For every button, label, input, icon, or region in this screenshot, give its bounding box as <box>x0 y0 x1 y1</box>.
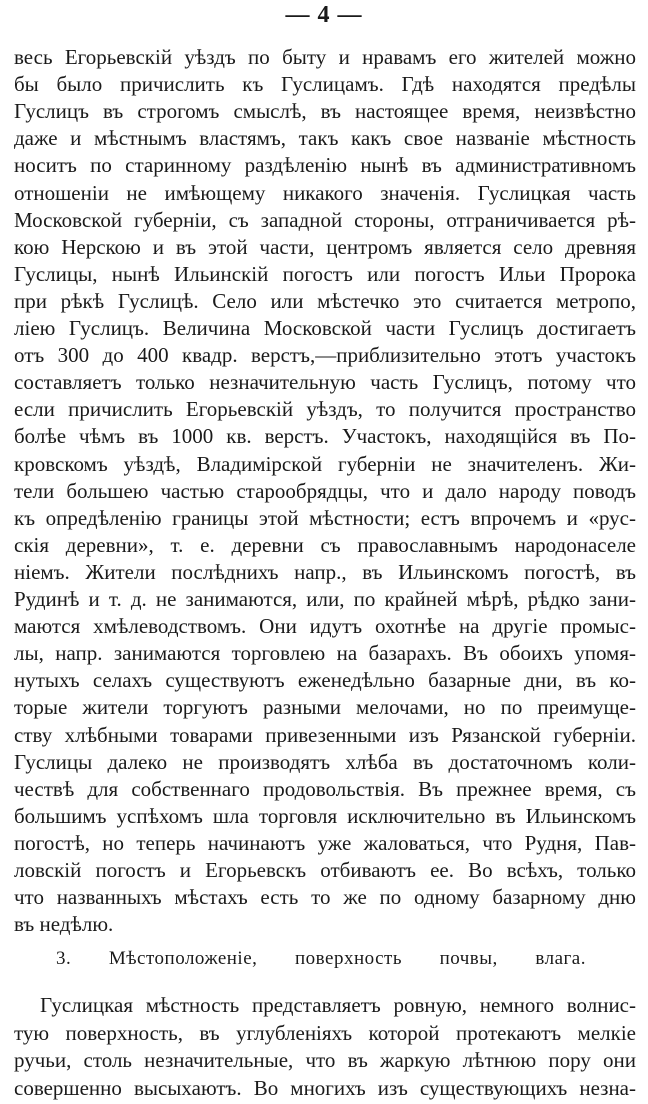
text-line: погостѣ, но теперь начинаютъ уже жаловаться, что Рудня, Пав- <box>14 830 636 855</box>
text-line: Гуслицы, нынѣ Ильинскій погостъ или погостъ Ильи Пророка <box>14 261 636 286</box>
text-line: маются хмѣлеводствомъ. Они идутъ охотнѣе на другіе промыс- <box>14 614 636 639</box>
text-line: носитъ по старинному раздѣленію нынѣ въ административномъ <box>14 153 636 178</box>
text-line: кою Нерскою и въ этой части, центромъ является село древняя <box>14 234 636 259</box>
text-line: скія деревни», т. е. деревни съ православнымъ народонаселе <box>14 532 636 557</box>
text-line: ніемъ. Жители послѣднихъ напр., въ Ильинскомъ погостѣ, въ <box>14 559 636 584</box>
text-line: кровскомъ уѣздѣ, Владимірской губерніи не значителенъ. Жи- <box>14 451 636 476</box>
text-line: Гуслицкая мѣстность представляетъ ровную, немного волнис- <box>40 993 636 1017</box>
text-line: весь Егорьевскій уѣздъ по быту и нравамъ его жителей можно <box>14 45 636 69</box>
text-line: отъ 300 до 400 квадр. верстъ,—приблизительно этотъ участокъ <box>14 343 636 368</box>
text-line: если причислить Егорьевскій уѣздъ, то получится пространство <box>14 397 636 422</box>
text-line: большимъ успѣхомъ шла торговля исключительно въ Ильинскомъ <box>14 803 636 828</box>
text-line: отношеніи не имѣющему никакого значенія. Гуслицкая часть <box>14 180 636 205</box>
text-line: ловскій погостъ и Егорьевскъ отбиваютъ ее. Во всѣхъ, только <box>14 858 636 882</box>
text-line: при рѣкѣ Гуслицѣ. Село или мѣстечко это считается метропо, <box>14 288 636 313</box>
text-line: тую поверхность, въ углубленіяхъ которой протекаютъ мелкіе <box>14 1020 636 1045</box>
text-line: лы, напр. занимаются торговлею на базарахъ. Въ обоихъ упомя- <box>14 641 636 666</box>
text-line: къ опредѣленію границы этой мѣстности; естъ впрочемъ и «рус- <box>14 505 636 530</box>
text-line: бы было причислить къ Гуслицамъ. Гдѣ находятся предѣлы <box>14 72 636 97</box>
section-heading: 3. Мѣстоположеніе, поверхность почвы, влага. <box>56 948 586 969</box>
text-line: Рудинѣ и т. д. не занимаются, или, по крайней мѣрѣ, рѣдко зани- <box>14 587 636 611</box>
text-line: тели большею частью старообрядцы, что и дало народу поводъ <box>14 478 636 503</box>
text-line: ручьи, столь незначительные, что въ жаркую лѣтнюю пору они <box>14 1048 636 1072</box>
text-line: Гуслицы далеко не производятъ хлѣба въ достаточномъ коли- <box>14 749 636 774</box>
text-line: въ недѣлю. <box>14 912 114 937</box>
text-line: составляетъ только незначительную часть Гуслицъ, потому что <box>14 370 636 395</box>
text-line: Гуслицъ въ строгомъ смыслѣ, въ настоящее время, неизвѣстно <box>14 99 636 124</box>
text-line: чествѣ для собственнаго продовольствія. Въ прежнее время, съ <box>14 776 636 801</box>
text-line: ліею Гуслицъ. Величина Московской части Гуслицъ достигаетъ <box>14 316 636 340</box>
text-line: даже и мѣстнымъ властямъ, такъ какъ свое названіе мѣстность <box>14 126 636 151</box>
text-line: торые жители торгуютъ разными мелочами, но по преимуще- <box>14 695 636 720</box>
text-line: нутыхъ селахъ существуютъ еженедѣльно базарные дни, въ ко- <box>14 668 636 693</box>
text-line: что названныхъ мѣстахъ есть то же по одному базарному дню <box>14 885 636 910</box>
text-line: Московской губерніи, съ западной стороны, отграничивается рѣ- <box>14 207 636 232</box>
text-line: совершенно высыхаютъ. Во многихъ изъ существующихъ незна- <box>14 1075 636 1100</box>
text-line: болѣе чѣмъ въ 1000 кв. верстъ. Участокъ, находящійся въ По- <box>14 424 636 449</box>
text-line: ству хлѣбными товарами привезенными изъ Рязанской губерніи. <box>14 722 636 747</box>
page-number: — 4 — <box>285 2 363 28</box>
